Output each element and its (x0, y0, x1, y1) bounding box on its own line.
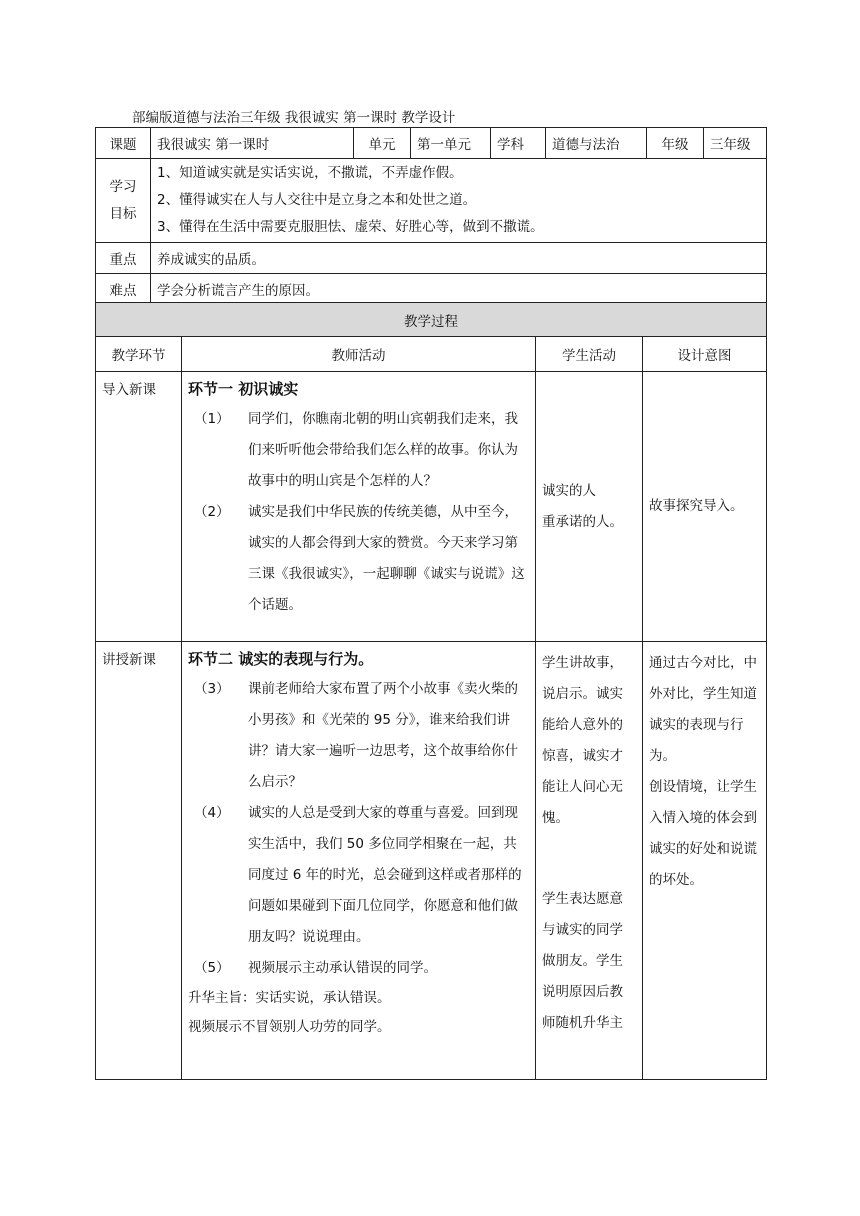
header-student: 学生活动 (536, 337, 643, 372)
process-title-row (96, 303, 767, 337)
student-activity-intro (536, 372, 643, 642)
unit-value: 第一单元 (411, 128, 491, 159)
topic-row (96, 128, 767, 159)
goal-item: 1、知道诚实就是实话实说，不撒谎，不弄虚作假。 (157, 165, 463, 181)
item-number: （4） (194, 805, 230, 821)
subject-label: 学科 (491, 128, 546, 159)
unit-label: 单元 (354, 128, 411, 159)
document-title: 部编版道德与法治三年级 我很诚实 第一课时 教学设计 (132, 110, 456, 126)
item-text: 同学们，你瞧南北朝的明山宾朝我们走来，我们来听听他会带给我们怎么样的故事。你认为故事中的明山宾是个怎样的人？ (248, 411, 518, 489)
process-title: 教学过程 (96, 303, 767, 337)
section-title: 环节一 初识诚实 (188, 380, 299, 398)
student-text: 学生表达愿意与诚实的同学做朋友。学生说明原因后教师随机升华主 (542, 891, 623, 1031)
activity-item (188, 798, 529, 953)
subject-value: 道德与法治 (546, 128, 647, 159)
student-activity-new (536, 642, 643, 1080)
intent-text: 故事探究导入。 (649, 498, 744, 514)
item-number: （2） (194, 504, 230, 520)
header-intent: 设计意图 (643, 337, 767, 372)
summary-line: 升华主旨：实话实说，承认错误。 (188, 990, 391, 1006)
teacher-activity-new (182, 642, 536, 1080)
goals-label-line-2: 目标 (109, 205, 137, 222)
activity-item (188, 674, 529, 798)
grade-value: 三年级 (704, 128, 767, 159)
teacher-activity-intro (182, 372, 536, 642)
header-stage: 教学环节 (96, 337, 182, 372)
grade-label: 年级 (647, 128, 704, 159)
activity-item (188, 497, 529, 621)
lesson-info-table (95, 127, 767, 305)
key-point-row (96, 243, 767, 274)
difficulty-row (96, 274, 767, 305)
process-row-intro (96, 372, 767, 642)
item-number: （1） (194, 411, 230, 427)
process-header-row (96, 337, 767, 372)
difficulty-value: 学会分析谎言产生的原因。 (151, 274, 767, 305)
topic-value: 我很诚实 第一课时 (151, 128, 354, 159)
student-text: 诚实的人 重承诺的人。 (542, 482, 623, 530)
goal-item: 3、懂得在生活中需要克服胆怯、虚荣、好胜心等，做到不撒谎。 (157, 219, 544, 235)
student-text: 学生讲故事，说启示。诚实能给人意外的惊喜，诚实才能让人问心无愧。 (542, 655, 623, 826)
intent-text: 通过古今对比，中外对比，学生知道诚实的表现与行为。 (649, 655, 757, 764)
item-text: 诚实的人总是受到大家的尊重与喜爱。回到现实生活中，我们 50 多位同学相聚在一起，共同度过 6 年的时光，总会碰到这样或者那样的问题如果碰到下面几位同学，你愿意和他们做朋友吗？说说理由。 (248, 805, 522, 945)
difficulty-label: 难点 (96, 274, 151, 305)
summary-line: 视频展示不冒领别人功劳的同学。 (188, 1019, 391, 1035)
activity-item (188, 404, 529, 497)
item-text: 课前老师给大家布置了两个小故事《卖火柴的小男孩》和《光荣的 95 分》，谁来给我们讲讲？请大家一遍听一边思考，这个故事给你什么启示？ (248, 681, 518, 790)
goals-row (96, 159, 767, 243)
key-point-label: 重点 (96, 243, 151, 274)
intent-text: 创设情境，让学生入情入境的体会到诚实的好处和说谎的坏处。 (649, 779, 757, 888)
header-teacher: 教师活动 (182, 337, 536, 372)
goals-label (96, 159, 151, 243)
key-point-value: 养成诚实的品质。 (151, 243, 767, 274)
intent-intro (643, 372, 767, 642)
teaching-process-table (95, 302, 767, 1080)
activity-item (188, 953, 529, 984)
stage-new: 讲授新课 (96, 642, 182, 1080)
item-number: （5） (194, 960, 230, 976)
item-text: 视频展示主动承认错误的同学。 (248, 960, 437, 976)
goal-item: 2、懂得诚实在人与人交往中是立身之本和处世之道。 (157, 192, 477, 208)
goals-label-line-1: 学习 (109, 178, 137, 195)
stage-intro: 导入新课 (96, 372, 182, 642)
item-number: （3） (194, 681, 230, 697)
topic-label: 课题 (96, 128, 151, 159)
item-text: 诚实是我们中华民族的传统美德，从中至今，诚实的人都会得到大家的赞赏。今天来学习第三课《我很诚实》，一起聊聊《诚实与说谎》这个话题。 (248, 504, 525, 613)
goals-list (151, 159, 767, 243)
process-row-new (96, 642, 767, 1080)
intent-new (643, 642, 767, 1080)
section-title: 环节二 诚实的表现与行为。 (188, 650, 374, 668)
